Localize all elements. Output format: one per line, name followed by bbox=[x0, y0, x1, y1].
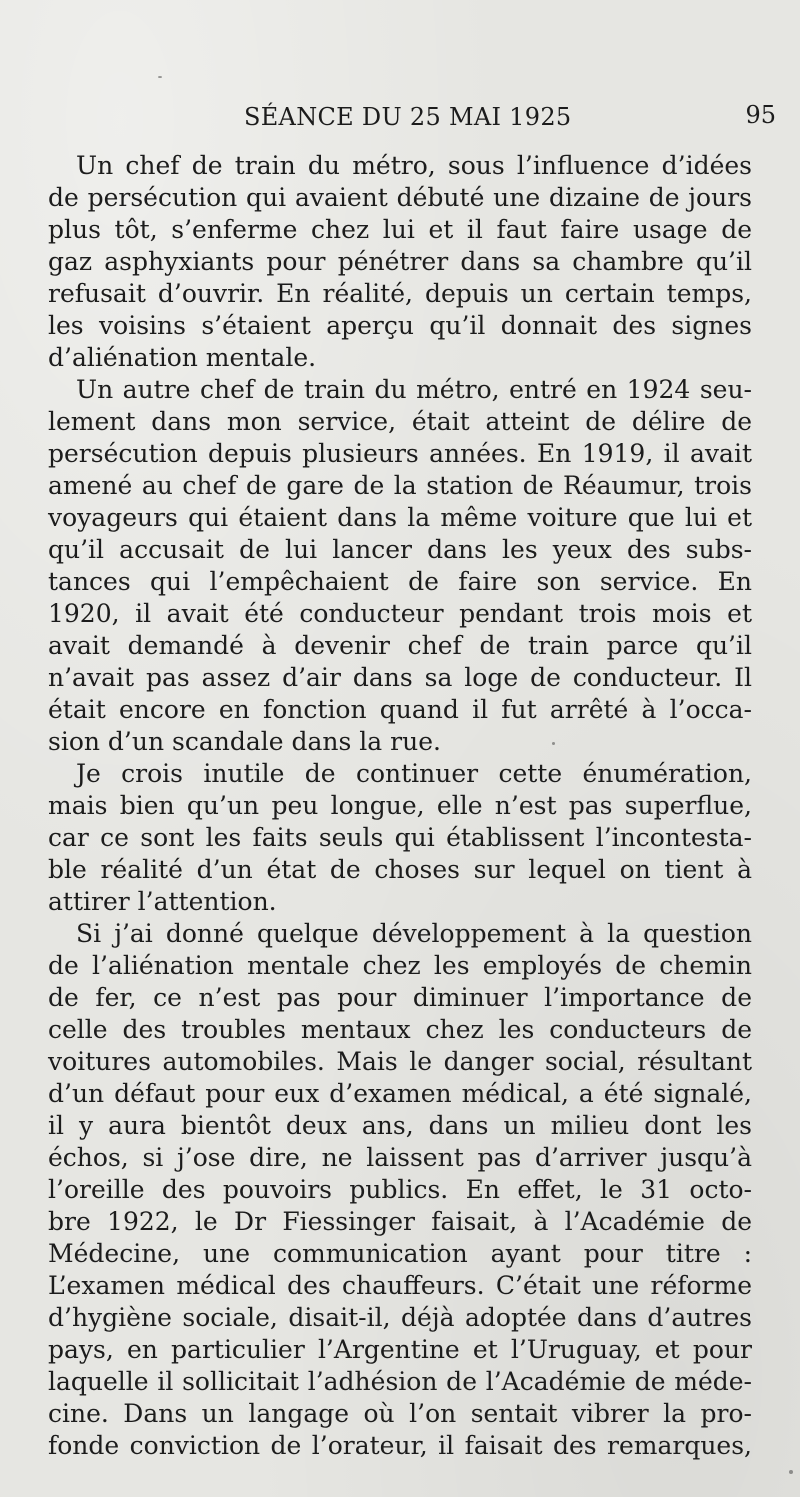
text-line: car ce sont les faits seuls qui établissent l’incontesta- bbox=[48, 823, 752, 852]
text-line: bre 1922, le Dr Fiessinger faisait, à l’Académie de bbox=[48, 1207, 752, 1236]
text-line: Un autre chef de train du métro, entré en 1924 seu- bbox=[76, 375, 752, 404]
page-number: 95 bbox=[745, 101, 776, 129]
text-line: ble réalité d’un état de choses sur lequel on tient à bbox=[48, 855, 752, 884]
text-line: amené au chef de gare de la station de Réaumur, trois bbox=[48, 471, 752, 500]
text-line: était encore en fonction quand il fut arrêté à l’occa- bbox=[48, 695, 752, 724]
text-line: tances qui l’empêchaient de faire son service. En bbox=[48, 567, 752, 596]
text-line: de l’aliénation mentale chez les employés de chemin bbox=[48, 951, 752, 980]
text-line: celle des troubles mentaux chez les conducteurs de bbox=[48, 1015, 752, 1044]
text-line: Si j’ai donné quelque développement à la question bbox=[76, 919, 752, 948]
text-line: mais bien qu’un peu longue, elle n’est pas superflue, bbox=[48, 791, 752, 820]
paper-speck bbox=[789, 1470, 793, 1474]
text-line: cine. Dans un langage où l’on sentait vibrer la pro- bbox=[48, 1399, 752, 1428]
text-line: il y aura bientôt deux ans, dans un milieu dont les bbox=[48, 1111, 752, 1140]
text-line: échos, si j’ose dire, ne laissent pas d’arriver jusqu’à bbox=[48, 1143, 752, 1172]
text-line: avait demandé à devenir chef de train parce qu’il bbox=[48, 631, 752, 660]
text-line: qu’il accusait de lui lancer dans les yeux des subs- bbox=[48, 535, 752, 564]
text-line: l’oreille des pouvoirs publics. En effet, le 31 octo- bbox=[48, 1175, 752, 1204]
text-line: de persécution qui avaient débuté une dizaine de jours bbox=[48, 183, 752, 212]
text-line: Un chef de train du métro, sous l’influence d’idées bbox=[76, 151, 752, 180]
text-line: n’avait pas assez d’air dans sa loge de conducteur. Il bbox=[48, 663, 752, 692]
text-line: les voisins s’étaient aperçu qu’il donnait des signes bbox=[48, 311, 752, 340]
running-title: SÉANCE DU 25 MAI 1925 bbox=[244, 103, 572, 131]
paper-speck bbox=[158, 76, 162, 78]
text-line: lement dans mon service, était atteint de délire de bbox=[48, 407, 752, 436]
body-text bbox=[48, 150, 752, 1462]
text-line: gaz asphyxiants pour pénétrer dans sa chambre qu’il bbox=[48, 247, 752, 276]
text-line: voitures automobiles. Mais le danger social, résultant bbox=[48, 1047, 752, 1076]
text-line: sion d’un scandale dans la rue. bbox=[48, 727, 441, 756]
text-line: persécution depuis plusieurs années. En 1919, il avait bbox=[48, 439, 752, 468]
paper-speck bbox=[552, 742, 555, 745]
text-line: pays, en particulier l’Argentine et l’Uruguay, et pour bbox=[48, 1335, 752, 1364]
text-line: d’aliénation mentale. bbox=[48, 343, 317, 372]
text-line: voyageurs qui étaient dans la même voiture que lui et bbox=[48, 503, 752, 532]
text-line: L’examen médical des chauffeurs. C’était une réforme bbox=[48, 1271, 752, 1300]
text-line: plus tôt, s’enferme chez lui et il faut faire usage de bbox=[48, 215, 752, 244]
text-line: 1920, il avait été conducteur pendant trois mois et bbox=[48, 599, 752, 628]
text-line: fonde conviction de l’orateur, il faisait des remarques, bbox=[48, 1431, 752, 1460]
text-line: d’hygiène sociale, disait-il, déjà adoptée dans d’autres bbox=[48, 1303, 752, 1332]
text-line: Je crois inutile de continuer cette énumération, bbox=[76, 759, 752, 788]
text-line: Médecine, une communication ayant pour titre : bbox=[48, 1239, 752, 1268]
text-line: refusait d’ouvrir. En réalité, depuis un certain temps, bbox=[48, 279, 752, 308]
text-line: laquelle il sollicitait l’adhésion de l’Académie de méde- bbox=[48, 1367, 752, 1396]
text-line: d’un défaut pour eux d’examen médical, a été signalé, bbox=[48, 1079, 752, 1108]
running-header bbox=[48, 101, 776, 135]
text-line: de fer, ce n’est pas pour diminuer l’importance de bbox=[48, 983, 752, 1012]
text-line: attirer l’attention. bbox=[48, 887, 277, 916]
